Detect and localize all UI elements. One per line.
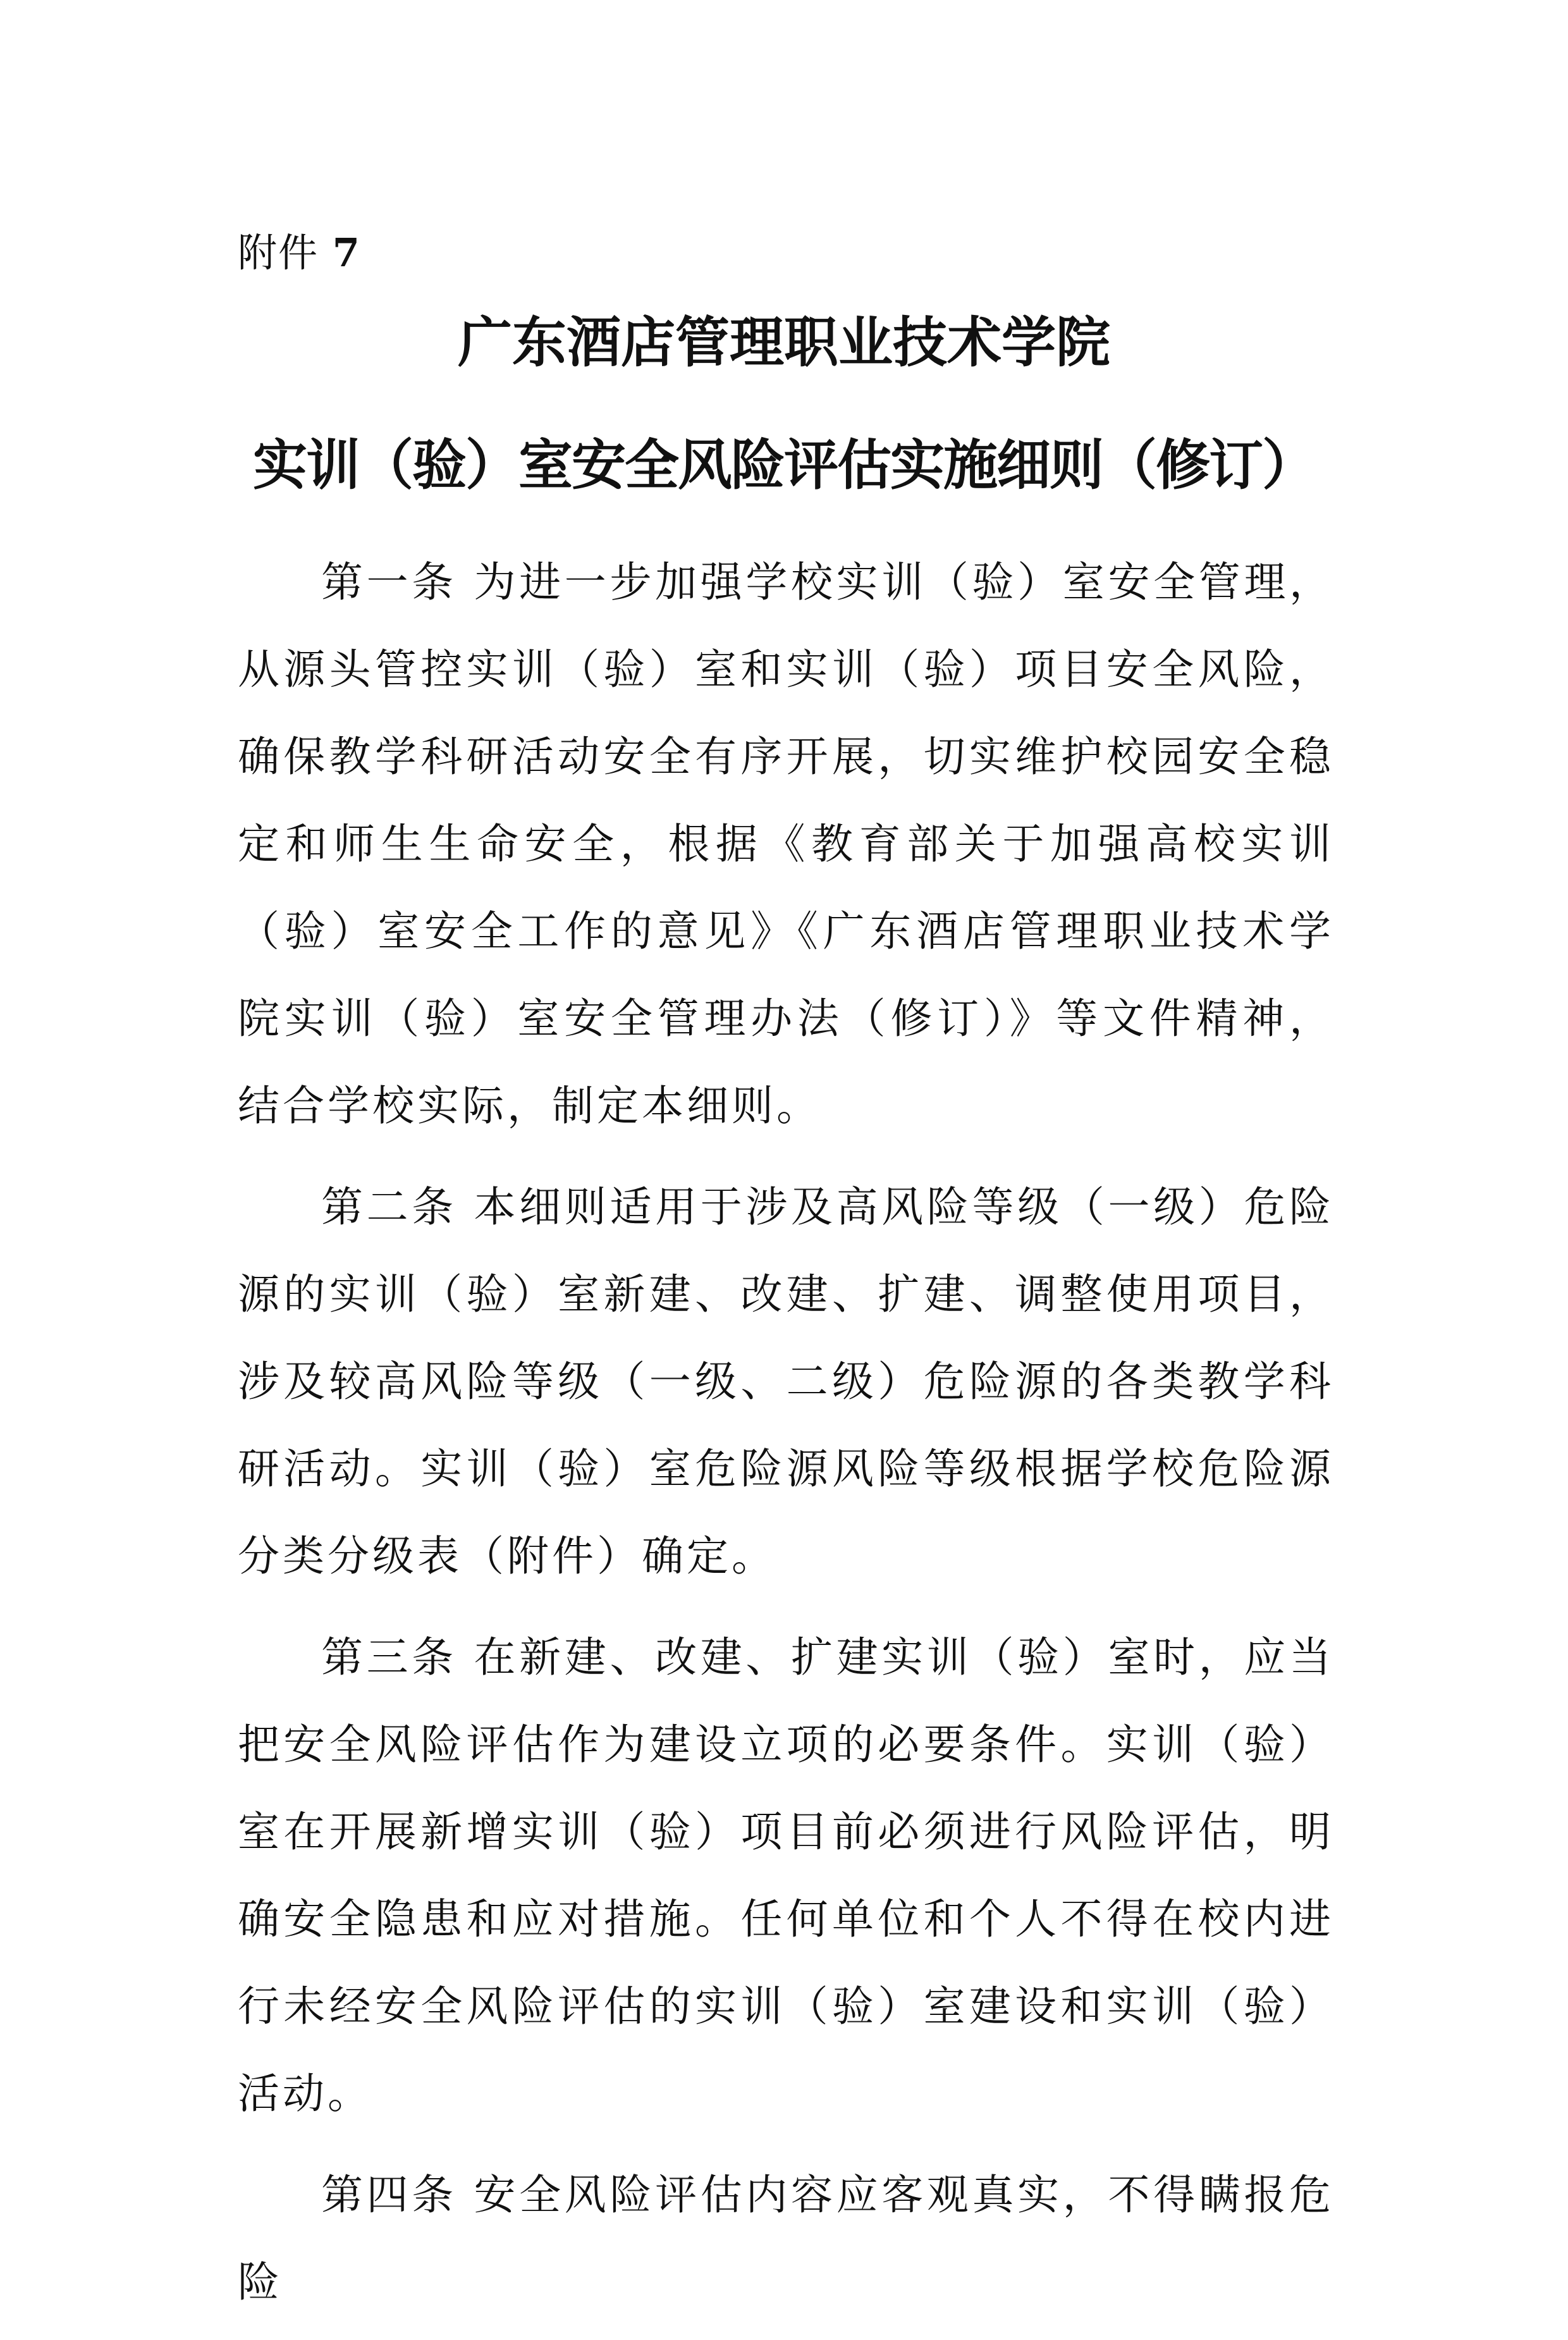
attachment-text: 附件 — [238, 230, 319, 276]
article-2-paragraph: 第二条 本细则适用于涉及高风险等级（一级）危险源的实训（验）室新建、改建、扩建、调整使用项目，涉及较高风险等级（一级、二级）危险源的各类教学科研活动。实训（验）室危险源风险等级根据学校危险源分类分级表（附件）确定。 — [238, 1183, 1334, 1580]
document-title-line-1: 广东酒店管理职业技术学院 — [458, 311, 1110, 374]
attachment-number: 7 — [332, 230, 361, 276]
document-body — [238, 539, 1334, 2340]
article-3-paragraph: 第三条 在新建、改建、扩建实训（验）室时，应当把安全风险评估作为建设立项的必要条件。实训（验）室在开展新增实训（验）项目前必须进行风险评估，明确安全隐患和应对措施。任何单位和个人不得在校内进行未经安全风险评估的实训（验）室建设和实训（验）活动。 — [238, 1633, 1334, 2118]
article-4-paragraph: 第四条 安全风险评估内容应客观真实，不得瞒报危险 — [238, 2171, 1334, 2306]
article-1-paragraph: 第一条 为进一步加强学校实训（验）室安全管理，从源头管控实训（验）室和实训（验）项目安全风险，确保教学科研活动安全有序开展，切实维护校园安全稳定和师生生命安全，根据《教育部关于加强高校实训（验）室安全工作的意见》《广东酒店管理职业技术学院实训（验）室安全管理办法（修订）》等文件精神，结合学校实际，制定本细则。 — [238, 558, 1334, 1130]
document-title-line-2: 实训（验）室安全风险评估实施细则（修订） — [253, 434, 1315, 497]
attachment-label — [238, 221, 361, 285]
